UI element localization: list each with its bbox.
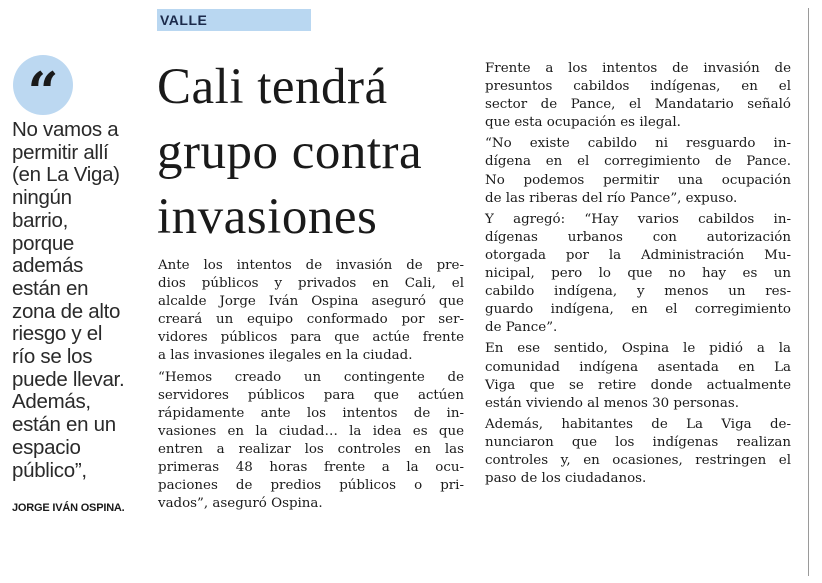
paragraph xyxy=(158,257,464,366)
column-rule xyxy=(808,8,809,576)
pull-quote-line: riesgo y el xyxy=(12,322,103,346)
text-line: nunciaron que los indígenas realizan xyxy=(485,434,791,450)
text-line: No podemos permitir una ocupación xyxy=(485,172,791,188)
pull-quote-line: puede llevar. xyxy=(12,367,125,391)
text-line: “Hemos creado un contingente de xyxy=(158,369,464,385)
pull-quote-line: permitir allí xyxy=(12,140,109,164)
text-line: comunidad indígena asentada en La xyxy=(485,359,791,375)
quote-attribution: JORGE IVÁN OSPINA. xyxy=(12,502,125,514)
paragraph xyxy=(158,369,464,514)
text-line: primeras 48 horas frente a la ocu- xyxy=(158,460,464,476)
text-line: otorgada por la Administración Mu- xyxy=(485,247,791,263)
text-line: que esta ocupación es ilegal. xyxy=(485,115,681,131)
pull-quote-line: público”, xyxy=(12,458,87,482)
paragraph xyxy=(485,135,791,207)
pull-quote-line: río se los xyxy=(12,345,93,369)
text-line: alcalde Jorge Iván Ospina aseguró que xyxy=(158,294,464,310)
text-line: Viga que se retire donde actualmente xyxy=(485,377,791,393)
text-line: Y agregó: “Hay varios cabildos in- xyxy=(485,211,791,227)
body-column-right xyxy=(485,60,791,488)
text-line: de Pance”. xyxy=(485,320,558,336)
text-line: dios públicos y privados en Cali, el xyxy=(158,276,464,292)
pull-quote-line: zona de alto xyxy=(12,299,121,323)
paragraph xyxy=(485,416,791,488)
text-line: guardo indígena, en el corregimiento xyxy=(485,302,791,318)
text-line: de las riberas del río Pance”, expuso. xyxy=(485,190,738,206)
text-line: entren a realizar los controles en las xyxy=(158,441,464,457)
text-line: “No existe cabildo ni resguardo in- xyxy=(485,136,791,152)
text-line: paso de los ciudadanos. xyxy=(485,471,647,487)
pull-quote-line: Además, xyxy=(12,390,91,414)
pull-quote-line: espacio xyxy=(12,435,81,459)
text-line: Frente a los intentos de invasión de xyxy=(485,61,791,76)
text-line: nicipal, pero lo que no hay es un xyxy=(485,266,791,282)
headline xyxy=(157,55,422,250)
text-line: están viviendo al menos 30 personas. xyxy=(485,395,739,411)
quote-mark-icon: “ xyxy=(13,55,73,115)
headline-line: Cali tendrá xyxy=(157,59,388,115)
body-column-left xyxy=(158,257,464,513)
text-line: paciones de predios públicos o pri- xyxy=(158,478,464,494)
pull-quote-line: porque xyxy=(12,231,75,255)
text-line: Ante los intentos de invasión de pre- xyxy=(158,258,464,273)
paragraph xyxy=(485,340,791,412)
text-line: dígena en el corregimiento de Pance. xyxy=(485,154,791,170)
text-line: vidores públicos para que actúe frente xyxy=(158,330,464,346)
pull-quote-line: barrio, xyxy=(12,208,69,232)
pull-quote-line: están en xyxy=(12,276,89,300)
pull-quote-line: están en un xyxy=(12,413,116,437)
text-line: presuntos cabildos indígenas, en el xyxy=(485,79,791,95)
pull-quote xyxy=(12,119,140,482)
section-tag: VALLE xyxy=(157,9,311,31)
text-line: cabildo indígena, y menos un res- xyxy=(485,284,791,300)
text-line: creará un equipo conformado por ser- xyxy=(158,312,464,328)
paragraph xyxy=(485,211,791,338)
pull-quote-line: (en La Viga) xyxy=(12,163,120,187)
headline-line: invasiones xyxy=(157,189,378,245)
text-line: dígenas urbanos con autorización xyxy=(485,229,791,245)
text-line: En ese sentido, Ospina le pidió a la xyxy=(485,341,791,357)
text-line: sector de Pance, el Mandatario señaló xyxy=(485,97,791,113)
text-line: vasiones en la ciudad… la idea es que xyxy=(158,423,464,439)
text-line: controles y, en ocasiones, restringen el xyxy=(485,452,791,468)
paragraph xyxy=(485,60,791,132)
pull-quote-line: No vamos a xyxy=(12,118,119,141)
text-line: a las invasiones ilegales en la ciudad. xyxy=(158,348,413,364)
text-line: Además, habitantes de La Viga de- xyxy=(485,416,791,432)
headline-line: grupo contra xyxy=(157,124,423,180)
pull-quote-line: ningún xyxy=(12,186,72,210)
text-line: rápidamente ante los intentos de in- xyxy=(158,405,464,421)
pull-quote-line: además xyxy=(12,254,84,278)
text-line: vados”, aseguró Ospina. xyxy=(158,496,323,512)
text-line: servidores públicos para que actúen xyxy=(158,387,464,403)
